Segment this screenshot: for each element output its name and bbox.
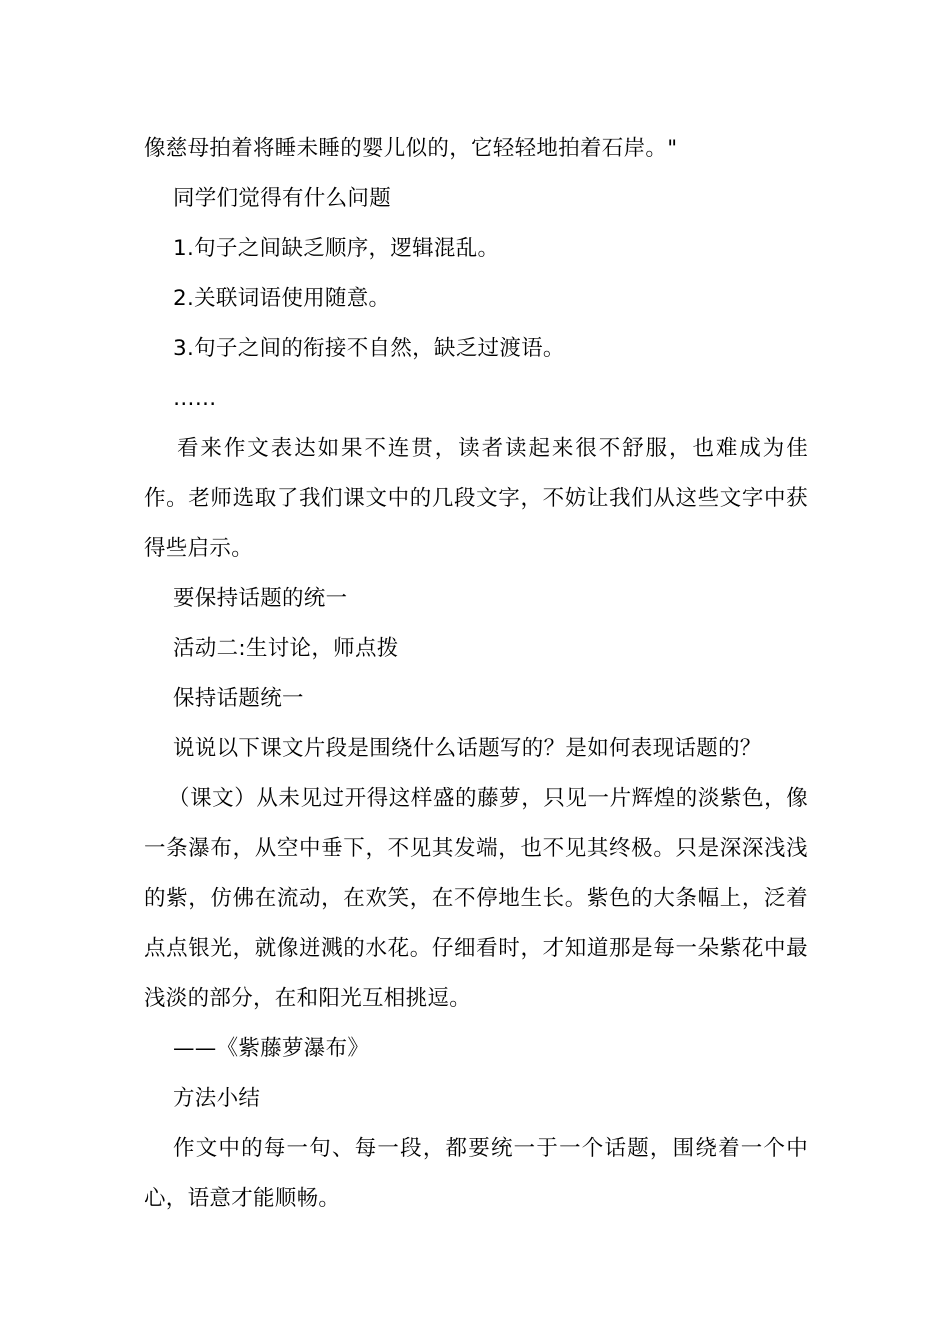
excerpt-source: ——《紫藤萝瀑布》 <box>173 1036 370 1061</box>
heading-activity-two: 活动二:生讨论，师点拨 <box>173 636 399 661</box>
paragraph-discussion-question: 说说以下课文片段是围绕什么话题写的？是如何表现话题的？ <box>173 736 762 761</box>
list-item-problem-1: 1.句子之间缺乏顺序，逻辑混乱。 <box>173 236 500 261</box>
paragraph-summary: 作文中的每一句、每一段，都要统一于一个话题，围绕着一个中心，语意才能顺畅。 <box>144 1136 808 1211</box>
ellipsis-line: …… <box>173 386 217 411</box>
heading-keep-topic-unified: 要保持话题的统一 <box>173 586 348 611</box>
document-body <box>144 124 808 1224</box>
paragraph-quote-ending: 像慈母拍着将睡未睡的婴儿似的，它轻轻地拍着石岸。" <box>144 136 678 161</box>
paragraph-text-excerpt: （课文）从未见过开得这样盛的藤萝，只见一片辉煌的淡紫色，像一条瀑布，从空中垂下，不见其发端，也不见其终极。只是深深浅浅的紫，仿佛在流动，在欢笑，在不停地生长。紫色的大条幅上，泛着点点银光，就像迸溅的水花。仔细看时，才知道那是每一朵紫花中最浅淡的部分，在和阳光互相挑逗。 <box>144 786 808 1011</box>
heading-method-summary: 方法小结 <box>173 1086 261 1111</box>
paragraph-intro-texts: 看来作文表达如果不连贯，读者读起来很不舒服，也难成为佳作。老师选取了我们课文中的几段文字，不妨让我们从这些文字中获得些启示。 <box>144 436 808 561</box>
list-item-problem-2: 2.关联词语使用随意。 <box>173 286 391 311</box>
subheading-topic-unity: 保持话题统一 <box>173 686 304 711</box>
paragraph-question-prompt: 同学们觉得有什么问题 <box>173 186 392 211</box>
list-item-problem-3: 3.句子之间的衔接不自然，缺乏过渡语。 <box>173 336 565 361</box>
